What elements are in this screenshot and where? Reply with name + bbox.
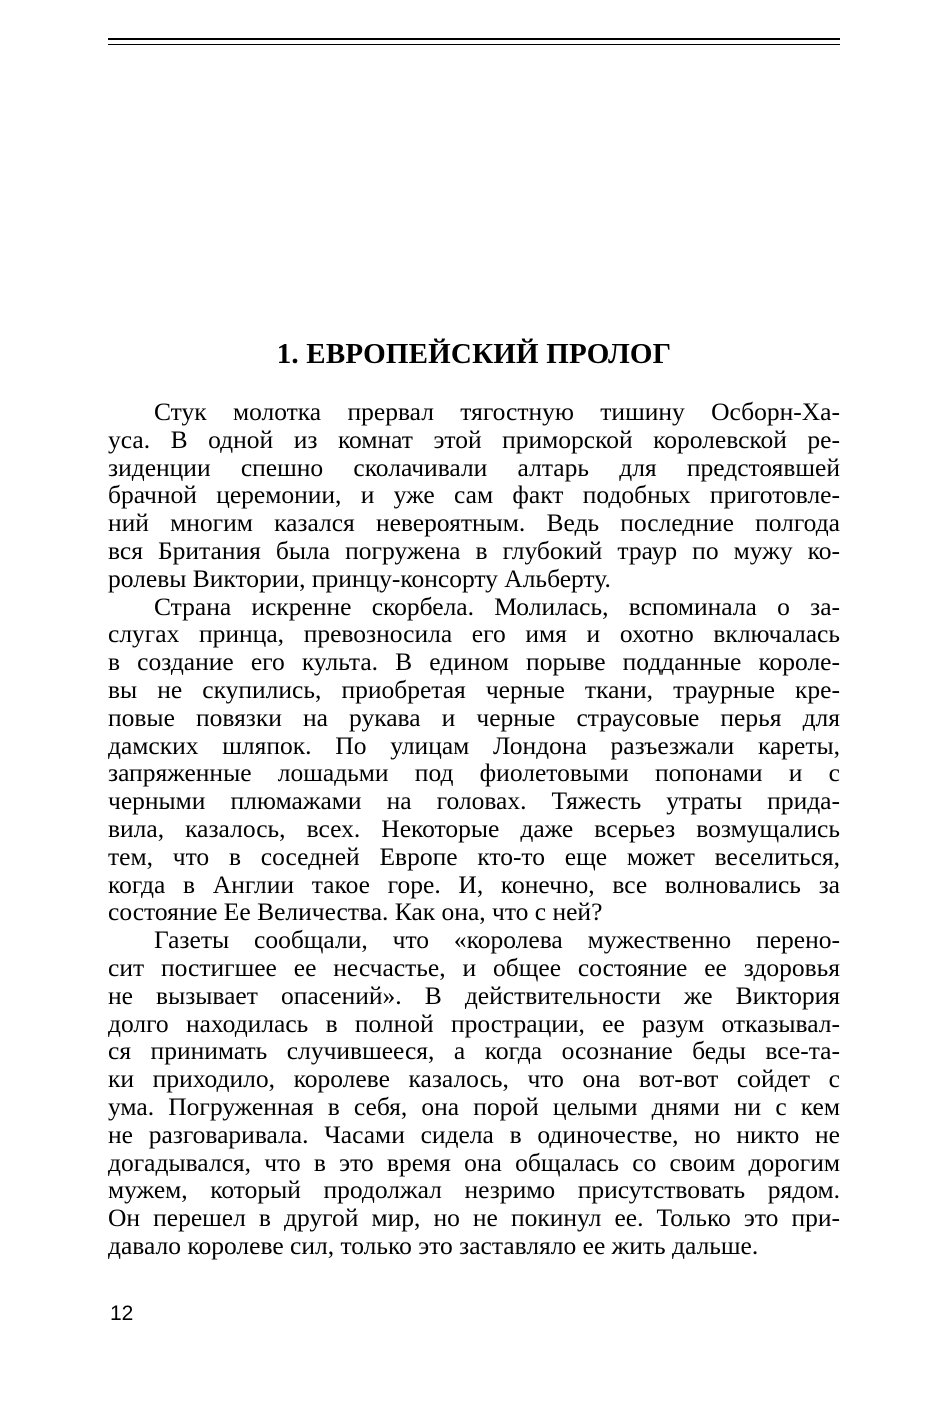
text-line: ний многим казался невероятным. Ведь последние полгода [108, 508, 840, 538]
text-line: Газеты сообщали, что «королева мужественно перено- [154, 925, 840, 955]
top-rule-thin [108, 44, 840, 45]
text-line: догадывался, что в это время она общалась со своим дорогим [108, 1147, 840, 1177]
text-line: ки приходило, королеве казалось, что она вот-вот сойдет с [108, 1064, 840, 1094]
text-line: вы не скупились, приобретая черные ткани, траурные кре- [108, 674, 840, 704]
top-rule [108, 38, 840, 40]
text-line: брачной церемонии, и уже сам факт подобных приготовле- [108, 480, 840, 510]
text-line: состояние Ее Величества. Как она, что с ней? [108, 897, 603, 927]
chapter-title: 1. ЕВРОПЕЙСКИЙ ПРОЛОГ [276, 338, 672, 370]
text-line: дамских шляпок. По улицам Лондона разъезжали кареты, [108, 730, 840, 760]
text-line: тем, что в соседней Европе кто-то еще может веселиться, [108, 841, 840, 871]
text-line: Стук молотка прервал тягостную тишину Осборн-Ха- [154, 397, 840, 426]
page-number: 12 [110, 1302, 134, 1325]
text-line: в создание его культа. В едином порыве подданные короле- [108, 647, 840, 677]
text-line: слугах принца, превозносила его имя и охотно включалась [108, 619, 840, 649]
text-line: зиденции спешно сколачивали алтарь для предстоявшей [108, 452, 840, 482]
text-line: вила, казалось, всех. Некоторые даже всерьез возмущались [108, 813, 840, 843]
text-line: повые повязки на рукава и черные страусовые перья для [108, 702, 840, 732]
text-line: уса. В одной из комнат этой приморской королевской ре- [108, 424, 840, 454]
text-line: запряженные лошадьми под фиолетовыми попонами и с [108, 758, 840, 788]
text-line: Он перешел в другой мир, но не покинул ее. Только это при- [108, 1203, 840, 1233]
text-line: мужем, который продолжал незримо присутствовать рядом. [108, 1175, 840, 1205]
text-line: не разговаривала. Часами сидела в одиночестве, но никто не [108, 1119, 840, 1149]
text-line: долго находилась в полной прострации, ее разум отказывал- [108, 1008, 840, 1038]
text-line: давало королеве сил, только это заставляло ее жить дальше. [108, 1230, 759, 1260]
text-line: Страна искренне скорбела. Молилась, вспоминала о за- [154, 591, 840, 621]
text-line: ролевы Виктории, принцу-консорту Альберту. [108, 563, 611, 593]
text-line: черными плюмажами на головах. Тяжесть утраты прида- [108, 786, 840, 816]
text-line: вся Британия была погружена в глубокий траур по мужу ко- [108, 535, 840, 565]
body-text [108, 398, 840, 1260]
text-line: сит постигшее ее несчастье, и общее состояние ее здоровья [108, 952, 840, 982]
text-line: когда в Англии такое горе. И, конечно, все волновались за [108, 869, 840, 899]
text-line: не вызывает опасений». В действительности же Виктория [108, 980, 840, 1010]
text-line: ума. Погруженная в себя, она порой целыми днями ни с кем [108, 1091, 840, 1121]
text-line: ся принимать случившееся, а когда осознание беды все-та- [108, 1036, 840, 1066]
